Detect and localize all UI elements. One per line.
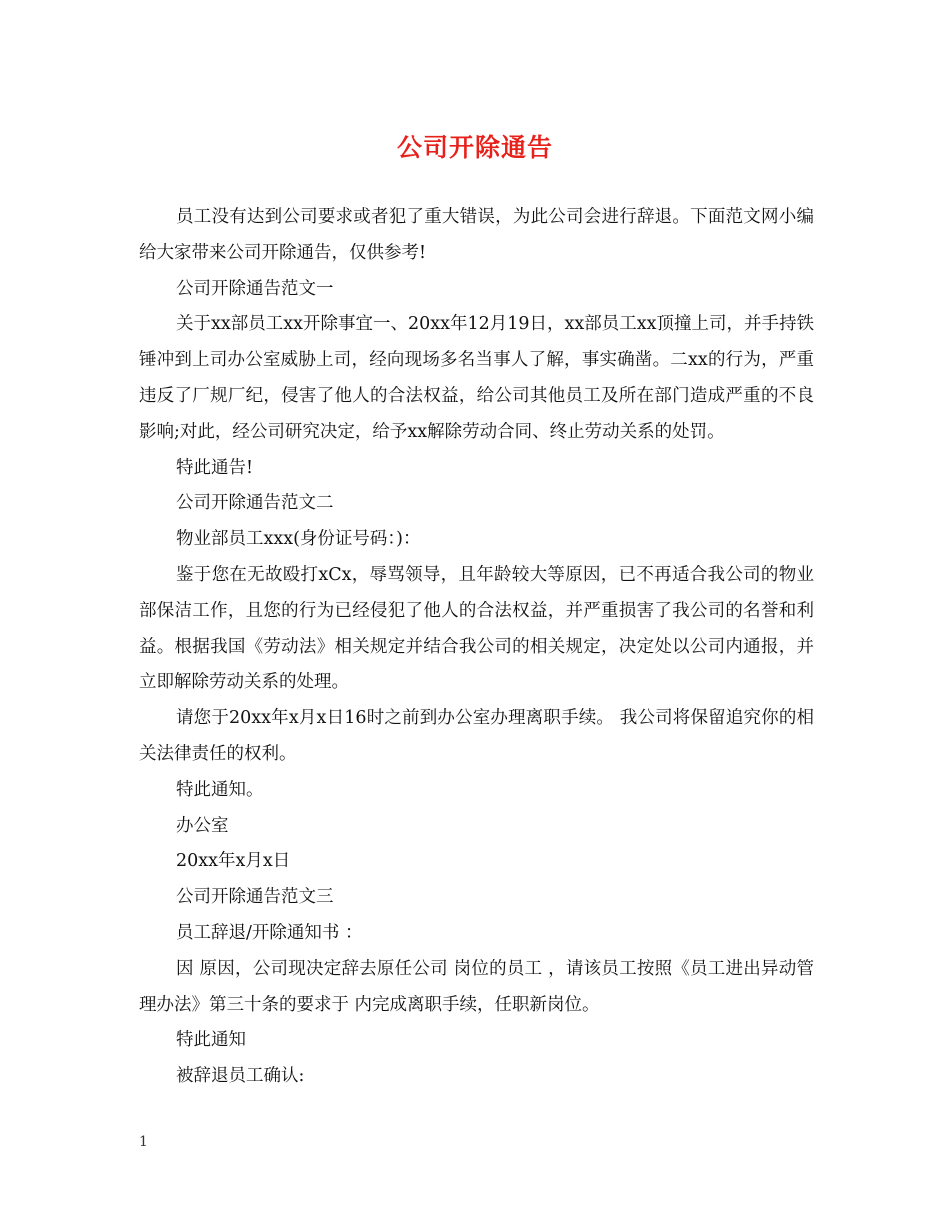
paragraph: 20xx年x月x日 (176, 851, 291, 872)
paragraph: 员工辞退/开除通知书 ： (176, 922, 363, 943)
paragraph: 因 原因，公司现决定辞去原任公司 岗位的员工 ，请该员工按照《员工进出异动管理办法》第三十条的要求于 内完成离职手续，任职新岗位。 (139, 958, 814, 1015)
paragraph: 鉴于您在无故殴打xCx，辱骂领导，且年龄较大等原因，已不再适合我公司的物业部保洁工作，且您的行为已经侵犯了他人的合法权益，并严重损害了我公司的名誉和利益。根据我国《劳动法》相关规定并结合我公司的相关规定，决定处以公司内通报，并立即解除劳动关系的处理。 (139, 564, 814, 693)
section-heading-3: 公司开除通告范文三 (176, 887, 334, 908)
paragraph: 办公室 (176, 815, 229, 836)
paragraph: 请您于20xx年x月x日16时之前到办公室办理离职手续。 我公司将保留追究你的相关法律责任的权利。 (139, 708, 814, 764)
document-title: 公司开除通告 (396, 133, 553, 162)
paragraph: 关于xx部员工xx开除事宜一、20xx年12月19日，xx部员工xx顶撞上司，并手持铁锤冲到上司办公室威胁上司，经向现场多名当事人了解，事实确凿。二xx的行为，严重违反了厂规厂纪，侵害了他人的合法权益，给公司其他员工及所在部门造成严重的不良影响;对此，经公司研究决定，给予xx解除劳动合同、终止劳动关系的处罚。 (139, 314, 814, 442)
paragraph: 特此通知 (176, 1030, 246, 1051)
page-number: 1 (139, 1134, 148, 1150)
section-heading-1: 公司开除通告范文一 (176, 278, 334, 299)
section-heading-2: 公司开除通告范文二 (176, 493, 334, 514)
document-body (139, 200, 814, 1095)
paragraph: 被辞退员工确认: (176, 1066, 305, 1087)
paragraph: 特此通告! (176, 457, 254, 478)
paragraph-intro: 员工没有达到公司要求或者犯了重大错误，为此公司会进行辞退。下面范文网小编给大家带来公司开除通告，仅供参考! (139, 207, 814, 263)
paragraph: 特此通知。 (176, 779, 264, 800)
paragraph: 物业部员工xxx(身份证号码：)： (176, 529, 421, 550)
